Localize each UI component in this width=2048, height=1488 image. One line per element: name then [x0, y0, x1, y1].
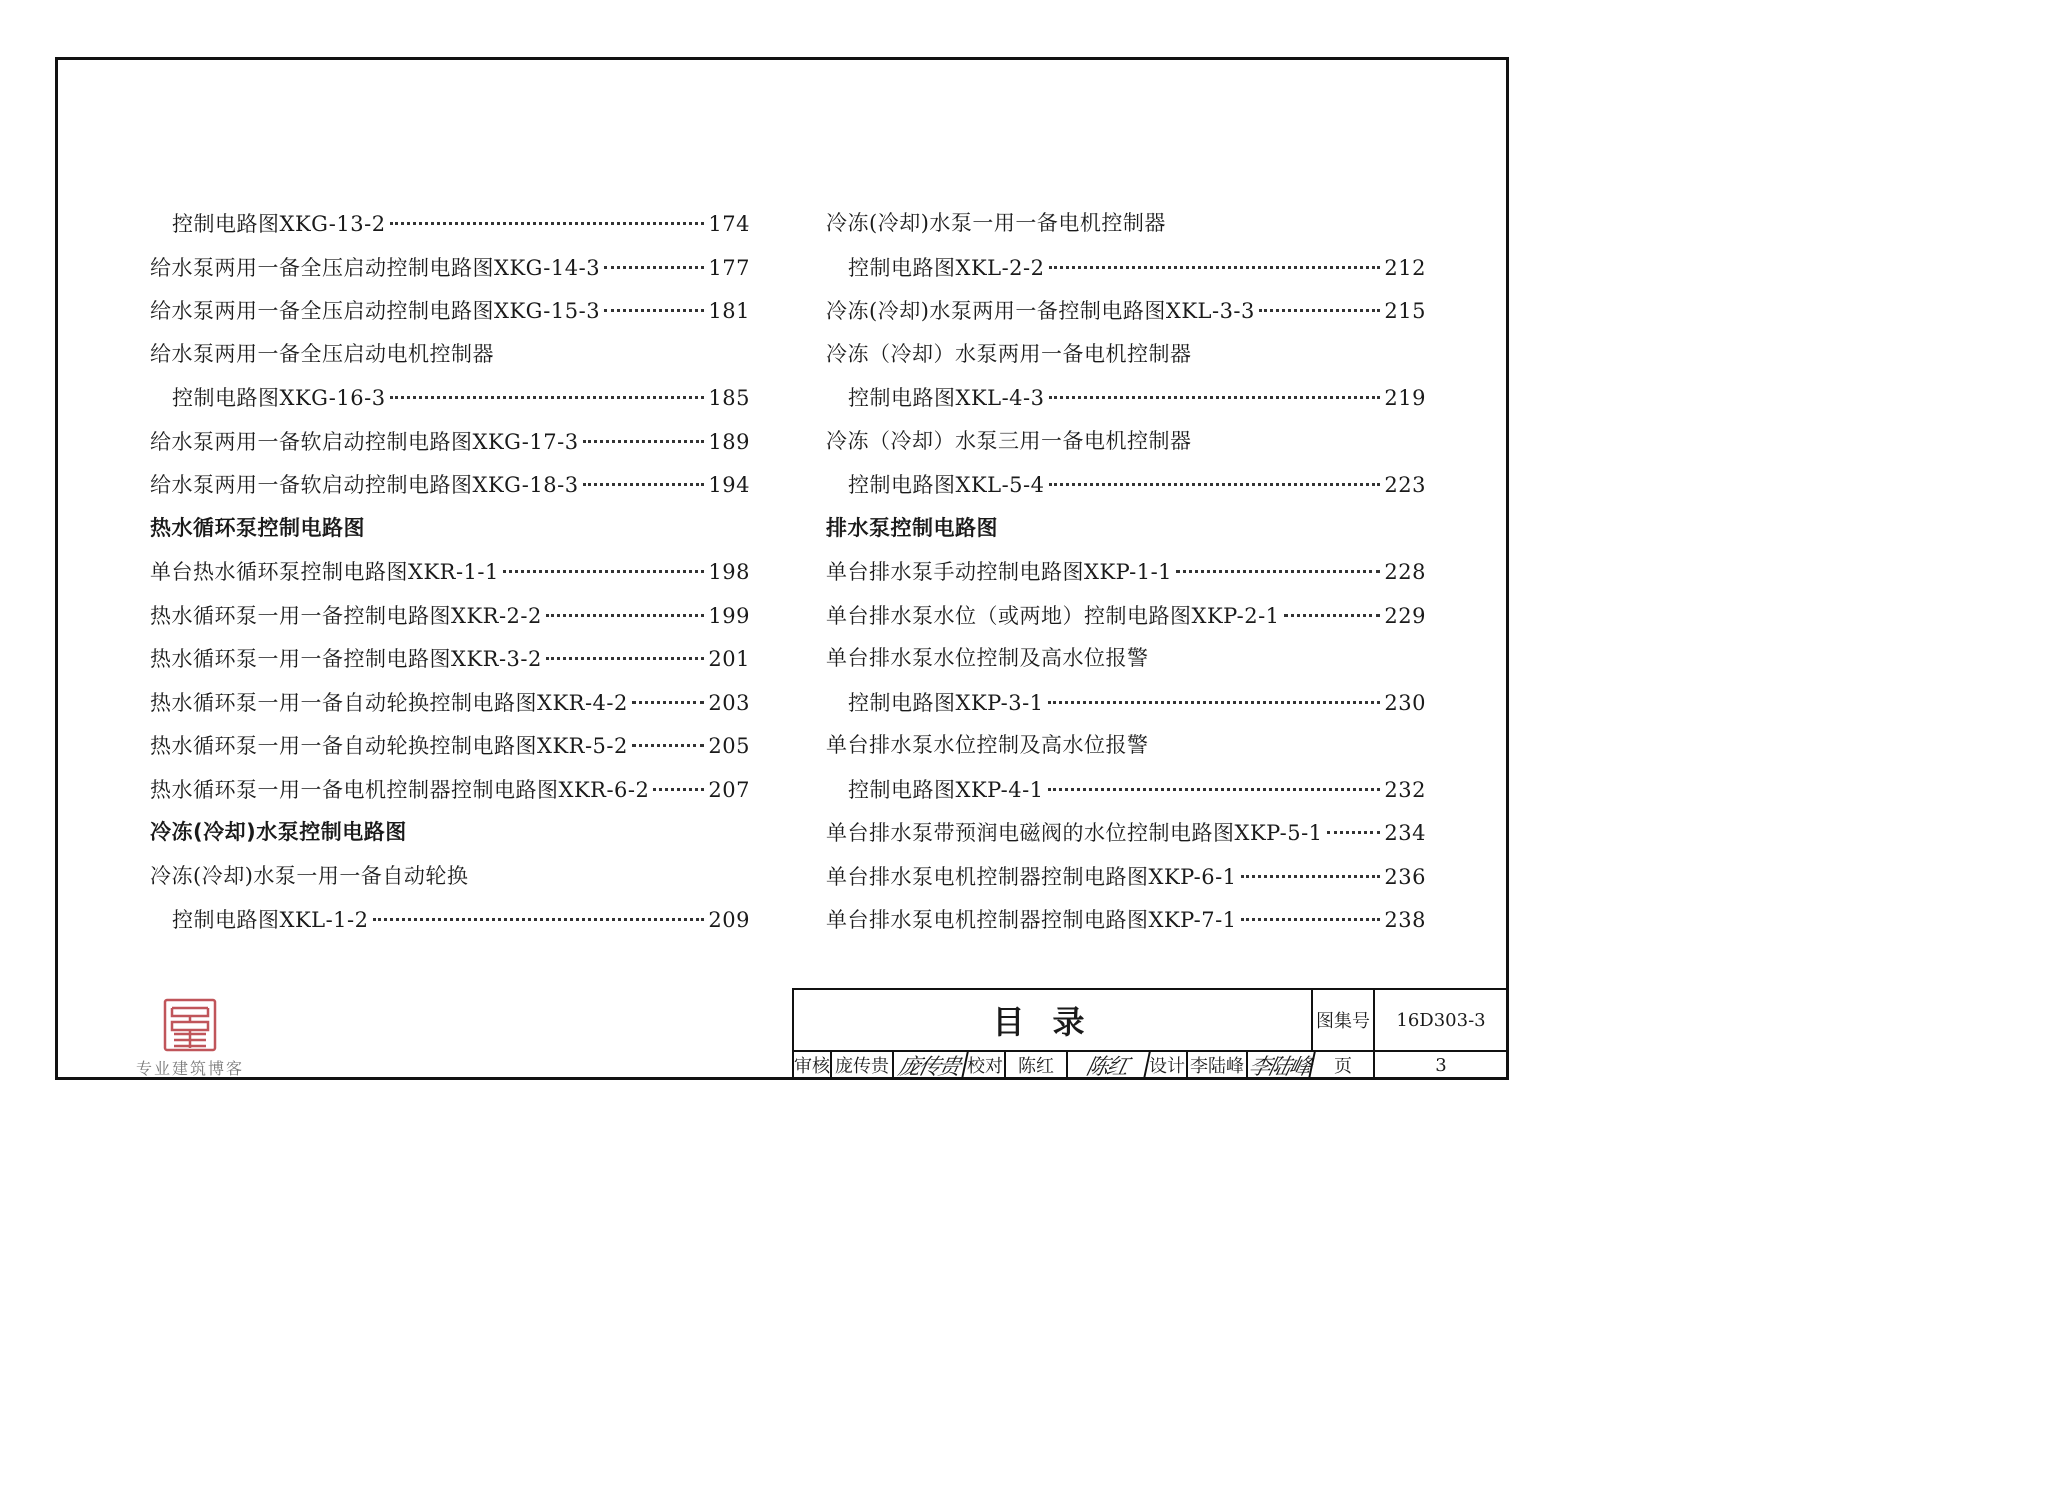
watermark-seal-icon [130, 996, 250, 1056]
toc-entry-title: 热水循环泵一用一备自动轮换控制电路图XKR-5-2 [150, 734, 628, 758]
toc-entry [826, 686, 1426, 730]
title-block [792, 988, 1509, 1080]
toc-dot-leader [604, 245, 704, 269]
toc-dot-leader [1176, 549, 1380, 573]
checker-label: 校对 [966, 1052, 1006, 1078]
toc-dot-leader [1048, 680, 1381, 704]
toc-page-number: 209 [708, 908, 750, 932]
designer-name: 李陆峰 [1188, 1052, 1248, 1078]
toc-dot-leader [1327, 810, 1381, 834]
toc-dot-leader [1284, 593, 1381, 617]
toc-entry [150, 468, 750, 512]
toc-entry-title: 冷冻(冷却)水泵一用一备电机控制器 [826, 211, 1166, 235]
toc-dot-leader [632, 680, 705, 704]
toc-dot-leader [583, 462, 705, 486]
toc-entry-title: 给水泵两用一备全压启动控制电路图XKG-14-3 [150, 255, 601, 280]
toc-page-number: 238 [1384, 908, 1426, 932]
toc-page-number: 181 [708, 299, 750, 323]
toc-entry-title: 控制电路图XKP-3-1 [848, 690, 1044, 715]
reviewer-label: 审核 [794, 1052, 832, 1078]
toc-entry-title: 冷冻（冷却）水泵三用一备电机控制器 [826, 428, 1192, 453]
toc-entry-title: 热水循环泵控制电路图 [150, 515, 365, 540]
toc-dot-leader [1049, 375, 1381, 399]
checker-signature: 陈红 [1065, 1052, 1151, 1078]
toc-entry [826, 599, 1426, 643]
atlas-label: 图集号 [1313, 990, 1375, 1050]
reviewer-signature: 庞传贵 [891, 1052, 969, 1078]
toc-entry-title: 热水循环泵一用一备自动轮换控制电路图XKR-4-2 [150, 690, 628, 715]
toc-page-number: 189 [708, 429, 750, 454]
toc-left-column [150, 207, 750, 947]
watermark-text: 专业建筑博客 [135, 1059, 244, 1078]
toc-entry-title: 排水泵控制电路图 [826, 515, 998, 540]
toc-entry-title: 控制电路图XKL-4-3 [848, 386, 1045, 410]
toc-entry-title: 给水泵两用一备软启动控制电路图XKG-17-3 [150, 429, 579, 454]
toc-page-number: 177 [708, 255, 750, 280]
toc-entry-title: 热水循环泵一用一备控制电路图XKR-2-2 [150, 603, 542, 628]
designer-label: 设计 [1148, 1052, 1188, 1078]
toc-entry-title: 冷冻(冷却)水泵两用一备控制电路图XKL-3-3 [826, 299, 1255, 323]
toc-entry-title: 控制电路图XKL-2-2 [848, 255, 1045, 280]
toc-dot-leader [1241, 854, 1381, 878]
toc-page-number: 207 [708, 777, 750, 802]
toc-dot-leader [1259, 288, 1381, 312]
toc-dot-leader [583, 419, 705, 443]
toc-page-number: 223 [1384, 473, 1426, 497]
toc-page-number: 234 [1384, 821, 1426, 845]
toc-dot-leader [632, 723, 705, 747]
toc-page-number: 236 [1384, 864, 1426, 889]
toc-dot-leader [390, 375, 705, 399]
toc-page-number: 174 [708, 212, 750, 236]
toc-dot-leader [390, 201, 705, 225]
toc-entry-title: 单台热水循环泵控制电路图XKR-1-1 [150, 560, 499, 584]
toc-entry [826, 468, 1426, 512]
toc-dot-leader [503, 549, 705, 573]
page-number: 3 [1435, 1054, 1447, 1076]
toc-dot-leader [1048, 767, 1381, 791]
toc-entry-title: 控制电路图XKP-4-1 [848, 777, 1044, 802]
page-label: 页 [1313, 1052, 1375, 1078]
toc-section-heading [150, 816, 750, 860]
toc-entry-title: 给水泵两用一备全压启动电机控制器 [150, 341, 494, 366]
toc-entry [826, 381, 1426, 425]
toc-entry-title: 热水循环泵一用一备电机控制器控制电路图XKR-6-2 [150, 777, 650, 802]
toc-page-number: 229 [1384, 603, 1426, 628]
toc-entry [150, 294, 750, 338]
toc-dot-leader [653, 767, 704, 791]
toc-dot-leader [546, 593, 705, 617]
toc-entry-title: 控制电路图XKG-16-3 [172, 386, 386, 410]
toc-entry-title: 冷冻（冷却）水泵两用一备电机控制器 [826, 341, 1192, 366]
sheet-title: 目录 [794, 990, 1313, 1050]
toc-entry-title: 单台排水泵水位控制及高水位报警 [826, 646, 1149, 670]
toc-page-number: 228 [1384, 560, 1426, 584]
toc-page-number: 230 [1384, 690, 1426, 715]
toc-dot-leader [373, 897, 705, 921]
toc-dot-leader [1049, 245, 1381, 269]
toc-entry-title: 单台排水泵电机控制器控制电路图XKP-7-1 [826, 908, 1237, 932]
toc-page-number: 232 [1384, 777, 1426, 802]
toc-entry-title: 冷冻(冷却)水泵一用一备自动轮换 [150, 863, 469, 888]
toc-entry-title: 给水泵两用一备软启动控制电路图XKG-18-3 [150, 473, 579, 497]
toc-page-number: 203 [708, 690, 750, 715]
toc-entry-title: 单台排水泵手动控制电路图XKP-1-1 [826, 560, 1173, 584]
toc-entry-title: 控制电路图XKL-1-2 [172, 908, 369, 932]
toc-page-number: 219 [1384, 386, 1426, 410]
toc-dot-leader [1049, 462, 1381, 486]
toc-page-number: 215 [1384, 299, 1426, 323]
reviewer-name: 庞传贵 [832, 1052, 894, 1078]
watermark [130, 996, 250, 1084]
toc-entry-title: 热水循环泵一用一备控制电路图XKR-3-2 [150, 647, 542, 671]
toc-entry-title: 给水泵两用一备全压启动控制电路图XKG-15-3 [150, 299, 601, 323]
toc-entry [826, 294, 1426, 338]
toc-dot-leader [1241, 897, 1381, 921]
toc-entry-title: 单台排水泵水位控制及高水位报警 [826, 733, 1149, 757]
toc-right-column [826, 207, 1426, 947]
toc-page-number: 205 [708, 734, 750, 758]
atlas-number: 16D303-3 [1396, 1009, 1486, 1031]
toc-dot-leader [546, 636, 705, 660]
toc-page-number: 201 [708, 647, 750, 671]
toc-entry-title: 冷冻(冷却)水泵控制电路图 [150, 820, 407, 844]
toc-entry [826, 903, 1426, 947]
toc-page-number: 185 [708, 386, 750, 410]
checker-name: 陈红 [1006, 1052, 1068, 1078]
toc-dot-leader [604, 288, 704, 312]
toc-entry [150, 903, 750, 947]
toc-entry-title: 单台排水泵电机控制器控制电路图XKP-6-1 [826, 864, 1237, 889]
toc-entry-title: 控制电路图XKL-5-4 [848, 473, 1045, 497]
toc-page-number: 198 [708, 560, 750, 584]
toc-page-number: 194 [708, 473, 750, 497]
toc-page-number: 212 [1384, 255, 1426, 280]
toc-entry-title: 控制电路图XKG-13-2 [172, 212, 386, 236]
toc-entry [150, 773, 750, 817]
toc-page-number: 199 [708, 603, 750, 628]
designer-signature: 李陆峰 [1245, 1052, 1316, 1078]
toc-entry-title: 单台排水泵水位（或两地）控制电路图XKP-2-1 [826, 603, 1280, 628]
toc-entry-title: 单台排水泵带预润电磁阀的水位控制电路图XKP-5-1 [826, 821, 1323, 845]
